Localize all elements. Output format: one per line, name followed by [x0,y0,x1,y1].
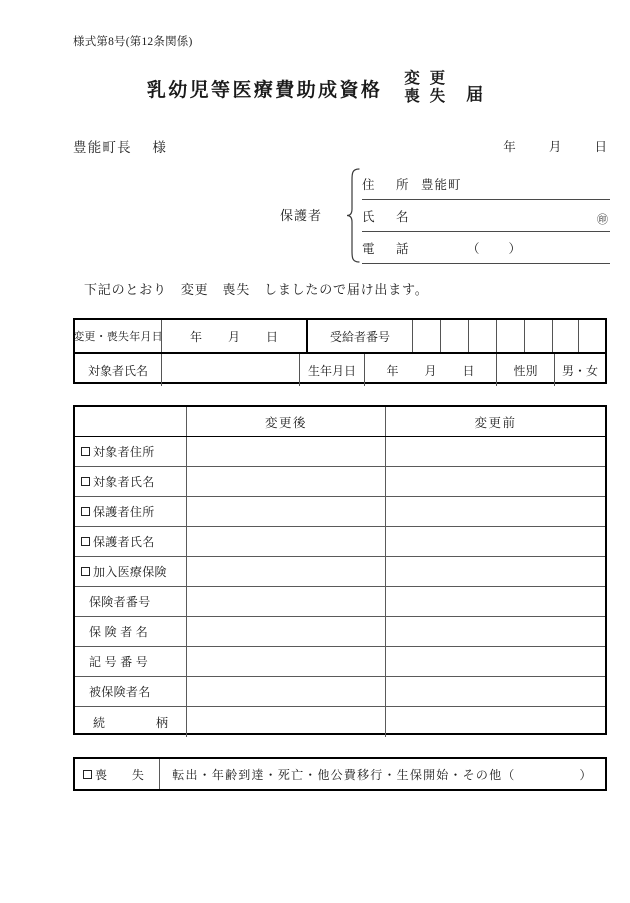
seal-icon: ㊞ [597,214,608,226]
change-loss-date-label: 変更・喪失年月日 [75,320,162,352]
page-title [0,70,630,107]
guardian-name-label: 氏 名 [362,209,414,224]
checkbox-icon[interactable] [81,537,90,546]
statement-change: 変更 [180,282,209,297]
declaration-statement [84,279,429,298]
title-change-text: 変 更 [404,70,449,87]
checkbox-icon[interactable] [81,477,90,486]
before-change-input[interactable] [386,677,605,706]
submission-date-line [503,137,608,155]
loss-options-cell[interactable] [160,759,605,789]
sex-value[interactable]: 男・女 [561,363,598,378]
recipient-number-box[interactable] [525,320,553,352]
row-label: 被保険者名 [89,685,151,699]
row-label-cell[interactable] [75,437,187,466]
guardian-block [280,168,610,263]
birthdate-label: 生年月日 [300,354,365,386]
checkbox-icon[interactable] [83,770,92,779]
after-change-input[interactable] [187,617,386,646]
after-change-input[interactable] [187,677,386,706]
table-row [75,557,605,587]
guardian-label: 保護者 [280,208,323,223]
guardian-fields [362,168,610,264]
guardian-name-row [362,200,610,232]
recipient-number-label: 受給者番号 [308,320,413,352]
row-label-cell[interactable] [75,497,187,526]
statement-prefix: 下記のとおり [84,282,167,297]
header-before-change: 変更前 [474,415,517,430]
recipient-number-box[interactable] [553,320,579,352]
table-body [75,437,605,737]
form-code: 様式第8号(第12条関係) [73,36,193,48]
statement-suffix: しましたので届け出ます。 [264,282,429,297]
table-row [75,320,605,354]
guardian-address-label: 住 所 [362,177,414,192]
table-row [75,677,605,707]
after-change-input[interactable] [187,467,386,496]
title-main-text: 乳幼児等医療費助成資格 [146,79,383,101]
recipient-number-box[interactable] [441,320,469,352]
before-change-input[interactable] [386,647,605,676]
before-change-input[interactable] [386,527,605,556]
header-after-change: 変更後 [187,407,386,436]
row-label-cell [75,587,187,616]
row-label-cell [75,707,187,737]
birthdate-input[interactable]: 年 月 日 [365,354,497,386]
change-details-table [73,405,607,735]
table-row [75,759,605,789]
addressee [73,136,167,156]
checkbox-icon[interactable] [81,507,90,516]
row-label: 対象者氏名 [93,475,155,489]
guardian-phone-label: 電 話 [362,241,414,256]
before-change-input[interactable] [386,497,605,526]
addressee-office: 豊能町長 [73,140,132,155]
recipient-number-box[interactable] [469,320,497,352]
row-label: 記 号 番 号 [89,655,149,669]
after-change-input[interactable] [187,557,386,586]
loss-other-close-paren: ） [579,767,593,782]
date-month-label: 月 [548,140,563,154]
before-change-input[interactable] [386,707,605,737]
subject-name-input[interactable] [162,354,300,386]
row-label: 保 険 者 名 [89,625,149,639]
loss-label-cell[interactable] [75,759,160,789]
recipient-number-box[interactable] [497,320,525,352]
guardian-address-value[interactable]: 豊能町 [421,177,462,192]
before-change-input[interactable] [386,587,605,616]
after-change-input[interactable] [187,647,386,676]
table-row [75,587,605,617]
row-label: 対象者住所 [93,445,155,459]
loss-options-text: 転出・年齢到達・死亡・他公費移行・生保開始・その他 [172,767,503,782]
addressee-honorific: 様 [152,140,168,155]
loss-label: 喪 失 [95,767,145,782]
table-row [75,617,605,647]
row-label-cell [75,677,187,706]
header-blank-cell [75,407,187,436]
row-label: 続 柄 [93,715,178,730]
table-row [75,707,605,737]
date-year-label: 年 [503,140,517,154]
after-change-input[interactable] [187,707,386,737]
title-change-loss-stack [404,70,448,107]
table-row [75,647,605,677]
guardian-address-row [362,168,610,200]
row-label: 保護者氏名 [93,535,155,549]
row-label-cell[interactable] [75,557,187,586]
before-change-input[interactable] [386,467,605,496]
row-label: 保険者番号 [89,595,151,609]
guardian-phone-input[interactable]: （ ） [467,241,523,256]
checkbox-icon[interactable] [81,567,90,576]
table-row [75,497,605,527]
title-loss-text: 喪 失 [404,88,449,106]
row-label: 加入医療保険 [93,565,167,579]
guardian-phone-row [362,232,610,264]
row-label: 保護者住所 [93,505,155,519]
loss-reason-table [73,757,607,791]
table-header-row [75,407,605,437]
after-change-input[interactable] [187,437,386,466]
before-change-input[interactable] [386,557,605,586]
sex-label: 性別 [497,354,555,386]
statement-loss: 喪失 [222,282,251,297]
after-change-input[interactable] [187,587,386,616]
loss-other-open-paren: （ [502,767,516,782]
after-change-input[interactable] [187,527,386,556]
applicant-summary-table [73,318,607,384]
row-label-cell[interactable] [75,467,187,496]
recipient-number-box[interactable] [413,320,441,352]
before-change-input[interactable] [386,437,605,466]
guardian-brace [346,168,360,263]
checkbox-icon[interactable] [81,447,90,456]
table-row [75,354,605,386]
table-row [75,467,605,497]
row-label-cell [75,647,187,676]
before-change-input[interactable] [386,617,605,646]
row-label-cell[interactable] [75,527,187,556]
row-label-cell [75,617,187,646]
date-day-label: 日 [594,140,608,154]
subject-name-label: 対象者氏名 [75,354,162,386]
table-row [75,527,605,557]
table-row [75,437,605,467]
recipient-number-box[interactable] [579,320,605,352]
after-change-input[interactable] [187,497,386,526]
change-loss-date-input[interactable]: 年 月 日 [162,320,308,352]
title-suffix-text: 届 [466,84,484,104]
